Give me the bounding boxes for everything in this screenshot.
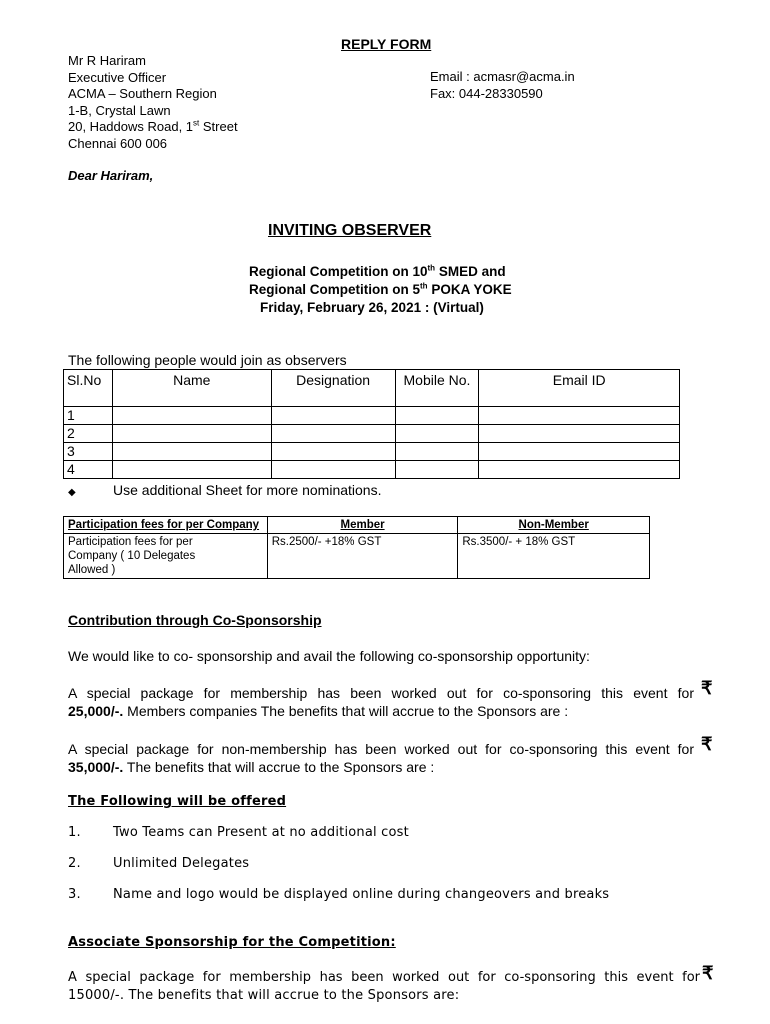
- email-cell[interactable]: [479, 407, 680, 425]
- associate-heading: Associate Sponsorship for the Competition:: [68, 935, 396, 950]
- fees-header-label: Participation fees for per Company: [64, 517, 268, 534]
- rupee-icon: ₹: [701, 734, 713, 754]
- table-row: [64, 443, 680, 461]
- associate-line2: 15000/-. The benefits that will accrue to the Sponsors are:: [68, 988, 460, 1003]
- header-name: Name: [112, 370, 271, 407]
- observers-table: [63, 369, 680, 479]
- row-number: 4: [64, 461, 113, 479]
- mobile-cell[interactable]: [395, 461, 479, 479]
- fees-row-label: Participation fees for per Company ( 10 Delegates Allowed ): [64, 534, 268, 579]
- header-email: Email ID: [479, 370, 680, 407]
- name-cell[interactable]: [112, 425, 271, 443]
- nonmember-fee: Rs.3500/- + 18% GST: [458, 534, 650, 579]
- contact-block: [430, 69, 575, 102]
- table-row: [64, 407, 680, 425]
- event-line1: Regional Competition on 10th SMED and: [249, 263, 506, 279]
- nomination-note-text: Use additional Sheet for more nominations.: [113, 482, 382, 498]
- sponsorship-intro: We would like to co- sponsorship and avail the following co-sponsorship opportunity:: [68, 648, 590, 664]
- row-number: 1: [64, 407, 113, 425]
- contact-fax: Fax: 044-28330590: [430, 85, 543, 101]
- sponsorship-heading: Contribution through Co-Sponsorship: [68, 612, 322, 628]
- addressee-designation: Executive Officer: [68, 69, 167, 85]
- sponsorship-p2-line1: A special package for non-membership has been worked out for co-sponsoring this event for: [68, 741, 694, 757]
- row-number: 3: [64, 443, 113, 461]
- header-slno: Sl.No: [64, 370, 113, 407]
- table-row: [64, 425, 680, 443]
- event-line2: Regional Competition on 5th POKA YOKE: [249, 281, 512, 297]
- address-city: Chennai 600 006: [68, 135, 168, 151]
- address-block: [68, 53, 238, 152]
- list-item-text: Name and logo would be displayed online during changeovers and breaks: [113, 887, 610, 902]
- mobile-cell[interactable]: [395, 443, 479, 461]
- email-cell[interactable]: [479, 425, 680, 443]
- name-cell[interactable]: [112, 443, 271, 461]
- designation-cell[interactable]: [271, 461, 395, 479]
- rupee-icon: ₹: [701, 678, 713, 698]
- fees-header-row: [64, 517, 650, 534]
- table-row: [64, 461, 680, 479]
- mobile-cell[interactable]: [395, 425, 479, 443]
- name-cell[interactable]: [112, 407, 271, 425]
- fees-row: [64, 534, 650, 579]
- row-number: 2: [64, 425, 113, 443]
- list-item: 3.: [68, 887, 81, 902]
- event-details: [240, 263, 560, 317]
- list-item: 2.: [68, 856, 81, 871]
- rupee-icon: ₹: [702, 963, 714, 983]
- designation-cell[interactable]: [271, 407, 395, 425]
- email-cell[interactable]: [479, 461, 680, 479]
- nomination-note: [68, 482, 382, 501]
- event-date: Friday, February 26, 2021 : (Virtual): [260, 300, 484, 315]
- offered-heading: The Following will be offered: [68, 794, 287, 809]
- fees-table: [63, 516, 650, 579]
- name-cell[interactable]: [112, 461, 271, 479]
- observers-intro: The following people would join as observers: [68, 352, 347, 368]
- sponsorship-p2-line2: 35,000/-. The benefits that will accrue to the Sponsors are :: [68, 759, 435, 775]
- email-cell[interactable]: [479, 443, 680, 461]
- designation-cell[interactable]: [271, 425, 395, 443]
- address-line1: 1-B, Crystal Lawn: [68, 102, 171, 118]
- mobile-cell[interactable]: [395, 407, 479, 425]
- fees-header-member: Member: [267, 517, 458, 534]
- salutation: Dear Hariram,: [68, 168, 154, 183]
- header-designation: Designation: [271, 370, 395, 407]
- header-mobile: Mobile No.: [395, 370, 479, 407]
- sponsorship-p1-line2: 25,000/-. Members companies The benefits that will accrue to the Sponsors are :: [68, 703, 569, 719]
- addressee-name: Mr R Hariram: [68, 53, 146, 68]
- designation-cell[interactable]: [271, 443, 395, 461]
- list-item: 1.: [68, 825, 81, 840]
- page-heading: INVITING OBSERVER: [268, 222, 432, 239]
- diamond-bullet-icon: ◆: [68, 487, 76, 498]
- form-title: REPLY FORM: [341, 36, 432, 52]
- list-item-text: Unlimited Delegates: [113, 856, 250, 871]
- observers-header-row: [64, 370, 680, 407]
- contact-email[interactable]: Email : acmasr@acma.in: [430, 69, 575, 84]
- address-line2: 20, Haddows Road, 1st Street: [68, 118, 238, 134]
- list-item-text: Two Teams can Present at no additional cost: [113, 825, 409, 840]
- addressee-org: ACMA – Southern Region: [68, 86, 217, 101]
- member-fee: Rs.2500/- +18% GST: [267, 534, 458, 579]
- associate-line1: A special package for membership has been worked out for co-sponsoring this event for: [68, 970, 700, 985]
- fees-header-nonmember: Non-Member: [458, 517, 650, 534]
- sponsorship-p1-line1: A special package for membership has been worked out for co-sponsoring this event for: [68, 685, 694, 701]
